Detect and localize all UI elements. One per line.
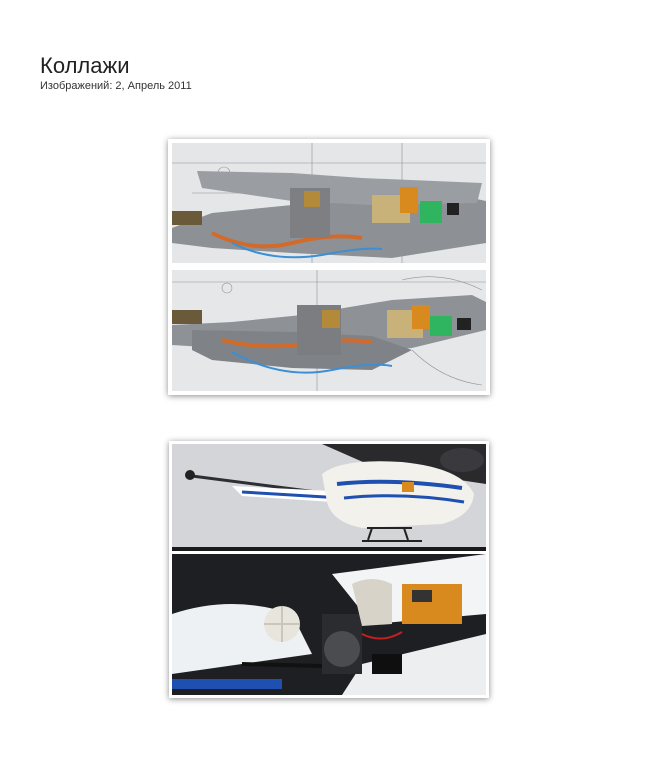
collage-2-photo-1[interactable] [172, 444, 486, 551]
page-subtitle: Изображений: 2, Апрель 2011 [40, 80, 192, 92]
page-title: Коллажи [40, 53, 130, 78]
collage-1-photo-2[interactable] [172, 270, 486, 391]
collage-1[interactable] [168, 139, 490, 395]
fuselage-blueprint-image [172, 143, 486, 263]
fuselage-blueprint-image-2 [172, 270, 486, 391]
collage-2[interactable] [169, 441, 489, 698]
helicopter-mechanics-image [172, 554, 486, 695]
collage-1-photo-1[interactable] [172, 143, 486, 263]
helicopter-side-image [172, 444, 486, 551]
collage-2-photo-2[interactable] [172, 554, 486, 695]
